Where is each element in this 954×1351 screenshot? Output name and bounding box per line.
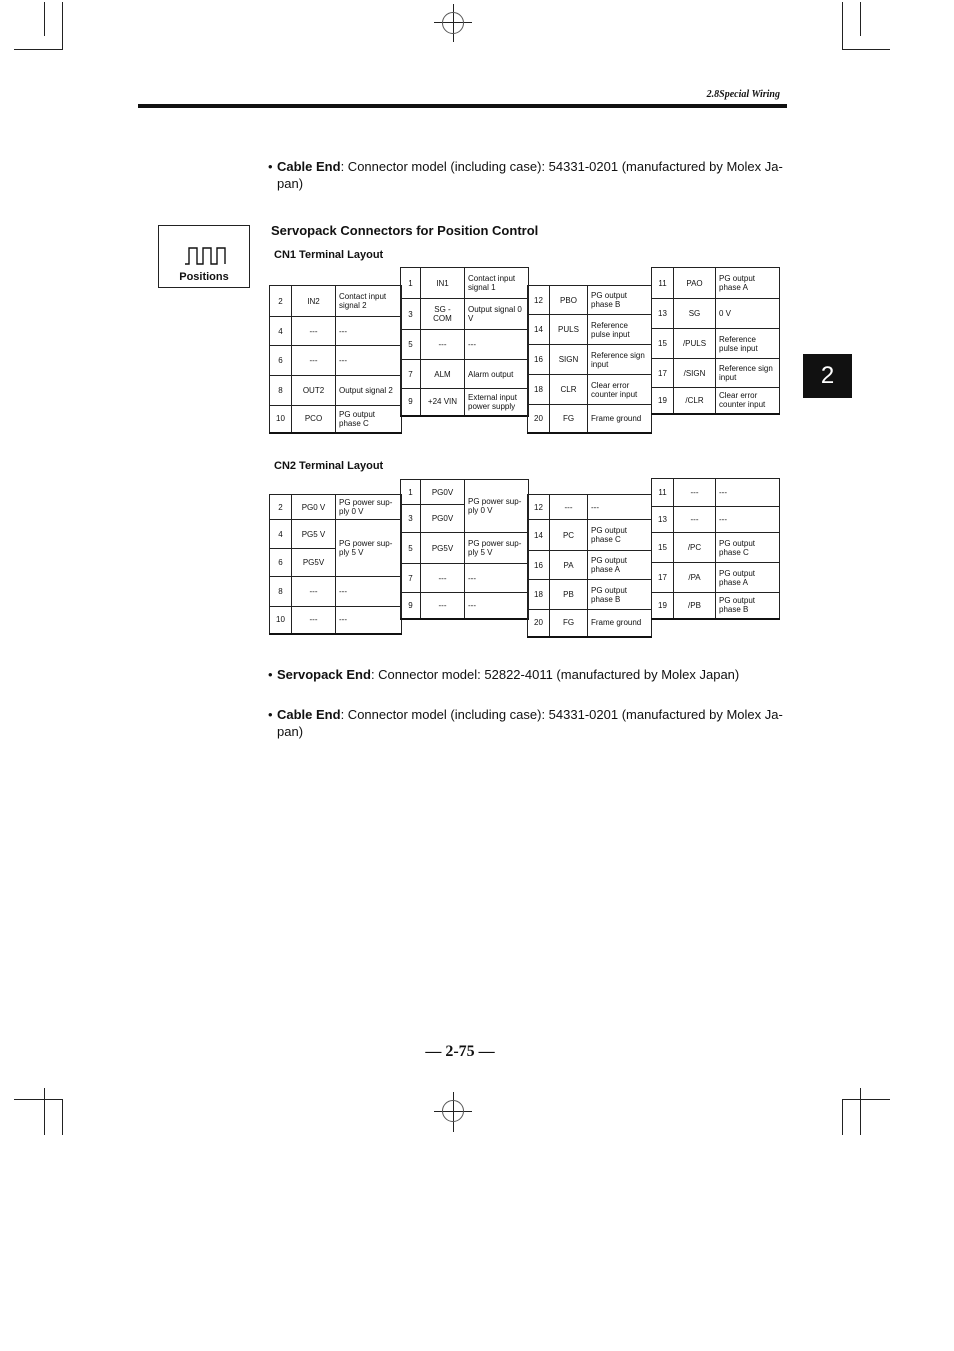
bullet-text: : Connector model (including case): 54331-0201 (manufactured by Molex Ja-pan) [277,707,783,739]
cn1-title: CN1 Terminal Layout [274,249,384,261]
pin-number: 12 [528,495,550,520]
table-row [652,329,780,359]
table-row [528,520,652,551]
signal-function: PG output phase A [716,563,780,593]
bullet-label: Cable End [277,707,341,722]
table-row [270,577,402,607]
signal-name: SG [674,299,716,329]
table-row [652,268,780,299]
pin-number: 20 [528,405,550,433]
pin-number: 4 [270,520,292,549]
signal-name: ALM [421,360,465,389]
table-row [652,533,780,563]
signal-function: --- [336,317,402,346]
table-row [270,607,402,634]
table-row [401,593,529,619]
chapter-tab: 2 [803,354,852,398]
cn1-table-col3 [527,285,652,434]
pin-number: 11 [652,268,674,299]
pin-number: 6 [270,346,292,376]
signal-name: --- [550,495,588,520]
signal-function: --- [465,593,529,619]
signal-function: PG power sup- ply 5 V [336,520,402,577]
signal-function: Output signal 0 V [465,299,529,330]
pin-number: 17 [652,563,674,593]
signal-function: Reference sign input [716,359,780,388]
signal-function: --- [588,495,652,520]
pin-number: 18 [528,580,550,610]
pin-number: 7 [401,564,421,593]
signal-name: PG5 V [292,520,336,549]
pin-number: 5 [401,533,421,564]
signal-name: PC [550,520,588,551]
signal-name: +24 VIN [421,389,465,416]
signal-function: PG output phase C [588,520,652,551]
table-row [652,359,780,388]
signal-name: --- [292,577,336,607]
pin-number: 12 [528,286,550,315]
signal-name: PULS [550,315,588,345]
table-row [528,551,652,580]
section-title: Servopack Connectors for Position Control [271,223,539,238]
table-row [652,563,780,593]
pin-number: 11 [652,479,674,507]
pin-number: 9 [401,593,421,619]
signal-name: --- [421,593,465,619]
bullet-text: : Connector model: 52822-4011 (manufactured by Molex Japan) [370,667,740,682]
cn2-table-col4 [651,478,780,620]
page-number: — 2-75 — [425,1043,495,1060]
signal-function: --- [716,507,780,533]
bullet-text: : Connector model (including case): 54331-0201 (manufactured by Molex Ja-pan) [277,159,783,191]
signal-function: 0 V [716,299,780,329]
signal-name: FG [550,610,588,637]
signal-name: /PA [674,563,716,593]
signal-function: PG output phase C [716,533,780,563]
pin-number: 3 [401,299,421,330]
pin-number: 16 [528,345,550,375]
signal-name: /PB [674,593,716,619]
signal-function: PG output phase A [716,268,780,299]
table-row [652,388,780,414]
signal-name: /PULS [674,329,716,359]
pin-number: 7 [401,360,421,389]
table-row [401,299,529,330]
signal-function: PG output phase A [588,551,652,580]
signal-function: Reference pulse input [716,329,780,359]
signal-function: --- [336,577,402,607]
table-row [528,286,652,315]
table-row [528,315,652,345]
pin-number: 8 [270,376,292,406]
signal-function: --- [465,330,529,360]
signal-name: PG5V [421,533,465,564]
pin-number: 1 [401,480,421,505]
signal-name: /CLR [674,388,716,414]
table-row [270,495,402,520]
positions-label: Positions [179,271,229,283]
signal-function: External input power supply [465,389,529,416]
signal-function: Clear error counter input [588,375,652,405]
signal-function: Alarm output [465,360,529,389]
pin-number: 6 [270,549,292,577]
positions-icon-box [158,225,250,288]
cn2-table-col3 [527,494,652,638]
signal-function: PG output phase B [588,580,652,610]
pin-number: 13 [652,507,674,533]
signal-function: Frame ground [588,610,652,637]
pin-number: 14 [528,315,550,345]
signal-function: --- [716,479,780,507]
signal-name: SG - COM [421,299,465,330]
cn1-table-col4 [651,267,780,415]
signal-name: PAO [674,268,716,299]
table-row [270,286,402,317]
signal-name: CLR [550,375,588,405]
bullet-label: Cable End [277,159,341,174]
signal-name: --- [292,317,336,346]
signal-name: --- [674,479,716,507]
pin-number: 3 [401,505,421,533]
pin-number: 18 [528,375,550,405]
pin-number: 8 [270,577,292,607]
pin-number: 20 [528,610,550,637]
table-row [270,376,402,406]
signal-function: PG output phase B [588,286,652,315]
table-row [270,406,402,433]
signal-name: FG [550,405,588,433]
table-row [528,405,652,433]
bullet-dot: • [268,159,273,174]
signal-name: PG0V [421,505,465,533]
pin-number: 15 [652,329,674,359]
signal-name: PG5V [292,549,336,577]
bullet-label: Servopack End [277,667,371,682]
signal-name: PG0V [421,480,465,505]
pin-number: 2 [270,495,292,520]
signal-name: OUT2 [292,376,336,406]
signal-function: PG power sup- ply 0 V [465,480,529,533]
signal-function: PG power sup- ply 0 V [336,495,402,520]
table-row [528,580,652,610]
signal-function: Contact input signal 2 [336,286,402,317]
signal-function: PG power sup- ply 5 V [465,533,529,564]
table-row [528,610,652,637]
signal-name: --- [421,330,465,360]
pulse-train-icon [185,246,227,266]
cn2-title: CN2 Terminal Layout [274,460,384,472]
signal-function: --- [465,564,529,593]
cable-end-note-bottom [268,706,790,740]
table-row [652,479,780,507]
servopack-end-note [268,666,790,683]
table-row [270,317,402,346]
table-row [652,593,780,619]
signal-function: Frame ground [588,405,652,433]
table-row [528,375,652,405]
cn2-table-col1 [269,494,402,635]
signal-name: PG0 V [292,495,336,520]
pin-number: 17 [652,359,674,388]
signal-name: /PC [674,533,716,563]
cn1-table-col1 [269,285,402,434]
header-rule [138,104,787,108]
signal-function: Reference sign input [588,345,652,375]
bullet-dot: • [268,667,273,682]
pin-number: 19 [652,593,674,619]
pin-number: 19 [652,388,674,414]
signal-name: PB [550,580,588,610]
signal-name: PBO [550,286,588,315]
pin-number: 14 [528,520,550,551]
signal-name: --- [292,607,336,634]
signal-function: PG output phase B [716,593,780,619]
pin-number: 1 [401,268,421,299]
signal-name: PA [550,551,588,580]
pin-number: 2 [270,286,292,317]
table-row [270,346,402,376]
signal-name: IN1 [421,268,465,299]
cable-end-note-top [268,158,790,192]
pin-number: 5 [401,330,421,360]
table-row [401,330,529,360]
pin-number: 16 [528,551,550,580]
pin-number: 15 [652,533,674,563]
table-row [401,389,529,416]
table-row [401,564,529,593]
table-row [652,507,780,533]
signal-function: --- [336,346,402,376]
table-row [652,299,780,329]
table-row [528,345,652,375]
table-row [401,360,529,389]
signal-name: PCO [292,406,336,433]
cn2-table-col2 [400,479,529,620]
running-header: 2.8Special Wiring [706,89,780,100]
signal-function: PG output phase C [336,406,402,433]
bullet-dot: • [268,707,273,722]
table-row [401,533,529,564]
signal-name: --- [421,564,465,593]
table-row [528,495,652,520]
signal-name: SIGN [550,345,588,375]
signal-name: --- [674,507,716,533]
pin-number: 9 [401,389,421,416]
signal-function: Clear error counter input [716,388,780,414]
table-row [401,480,529,505]
pin-number: 13 [652,299,674,329]
signal-function: Contact input signal 1 [465,268,529,299]
signal-name: /SIGN [674,359,716,388]
signal-function: --- [336,607,402,634]
table-row [270,520,402,549]
signal-name: IN2 [292,286,336,317]
signal-function: Output signal 2 [336,376,402,406]
table-row [401,268,529,299]
cn1-table-col2 [400,267,529,417]
pin-number: 10 [270,607,292,634]
signal-function: Reference pulse input [588,315,652,345]
pin-number: 10 [270,406,292,433]
pin-number: 4 [270,317,292,346]
signal-name: --- [292,346,336,376]
